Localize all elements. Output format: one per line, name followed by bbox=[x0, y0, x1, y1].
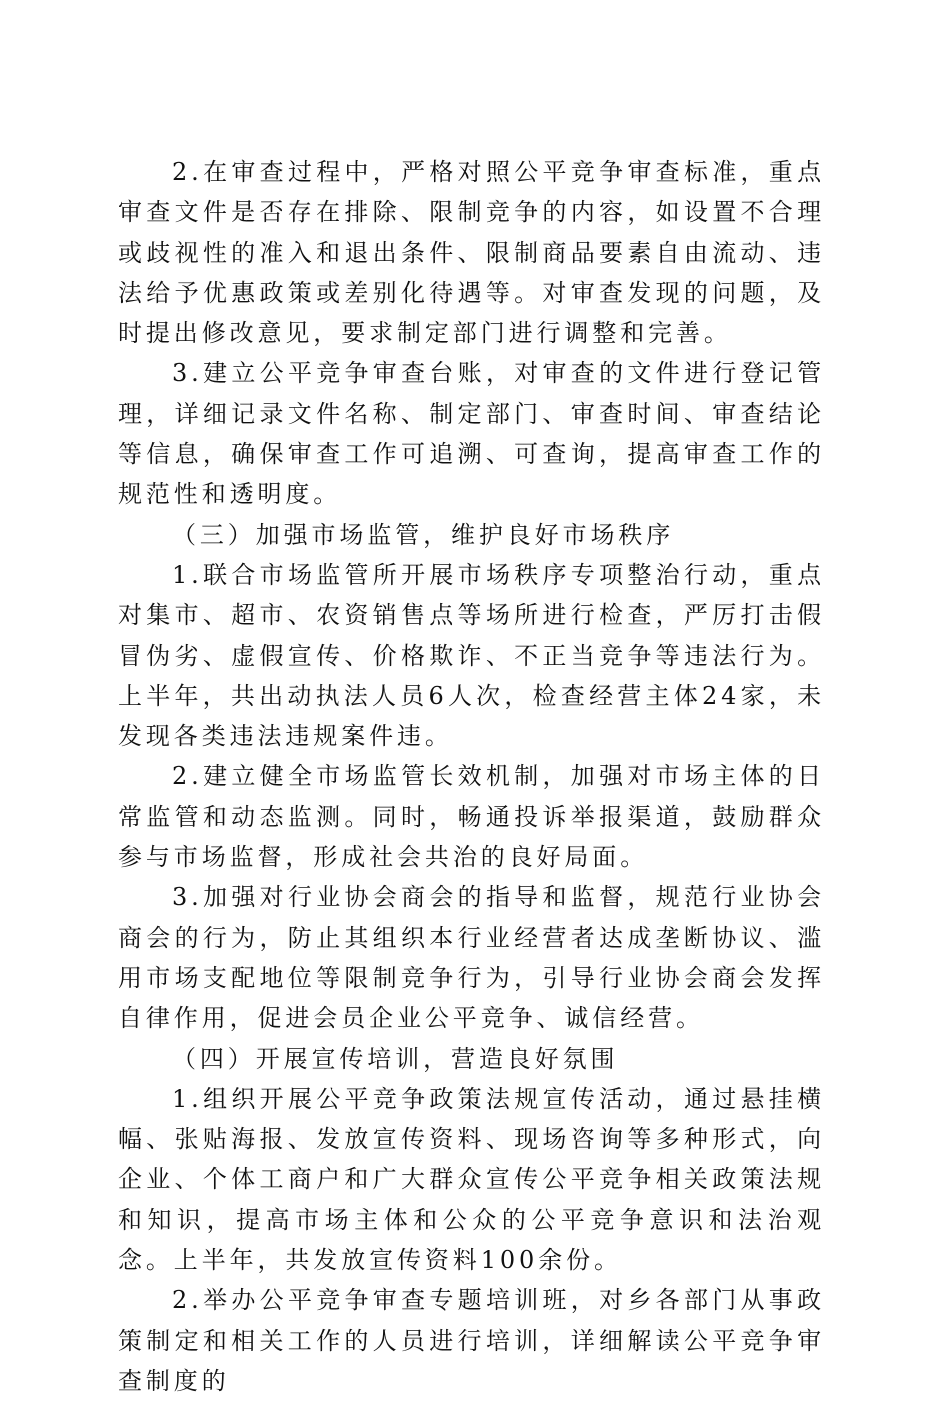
document-body bbox=[118, 152, 825, 1401]
paragraph-industry-associations: 3.加强对行业协会商会的指导和监督，规范行业协会商会的行为，防止其组织本行业经营者达成垄断协议、滥用市场支配地位等限制竞争行为，引导行业协会商会发挥自律作用，促进会员企业公平竞争、诚信经营。 bbox=[118, 883, 825, 1033]
section-heading-market-supervision: （三）加强市场监管，维护良好市场秩序 bbox=[172, 520, 675, 549]
paragraph-review-process: 2.在审查过程中，严格对照公平竞争审查标准，重点审查文件是否存在排除、限制竞争的内容，如设置不合理或歧视性的准入和退出条件、限制商品要素自由流动、违法给予优惠政策或差别化待遇等。对审查发现的问题，及时提出修改意见，要求制定部门进行调整和完善。 bbox=[118, 158, 825, 348]
paragraph-special-rectification: 1.联合市场监管所开展市场秩序专项整治行动，重点对集市、超市、农资销售点等场所进行检查，严厉打击假冒伪劣、虚假宣传、价格欺诈、不正当竞争等违法行为。上半年，共出动执法人员6人次，检查经营主体24家，未发现各类违法违规案件违。 bbox=[118, 560, 825, 751]
paragraph-long-term-mechanism: 2.建立健全市场监管长效机制，加强对市场主体的日常监管和动态监测。同时，畅通投诉举报渠道，鼓励群众参与市场监督，形成社会共治的良好局面。 bbox=[118, 762, 825, 872]
paragraph-publicity-activities: 1.组织开展公平竞争政策法规宣传活动，通过悬挂横幅、张贴海报、发放宣传资料、现场咨询等多种形式，向企业、个体工商户和广大群众宣传公平竞争相关政策法规和知识，提高市场主体和公众的公平竞争意识和法治观念。上半年，共发放宣传资料100余份。 bbox=[118, 1084, 825, 1275]
paragraph-review-ledger: 3.建立公平竞争审查台账，对审查的文件进行登记管理，详细记录文件名称、制定部门、审查时间、审查结论等信息，确保审查工作可追溯、可查询，提高审查工作的规范性和透明度。 bbox=[118, 359, 825, 509]
section-heading-publicity-training: （四）开展宣传培训，营造良好氛围 bbox=[172, 1044, 619, 1073]
paragraph-training-class: 2.举办公平竞争审查专题培训班，对乡各部门从事政策制定和相关工作的人员进行培训，详细解读公平竞争审查制度的 bbox=[118, 1286, 825, 1395]
